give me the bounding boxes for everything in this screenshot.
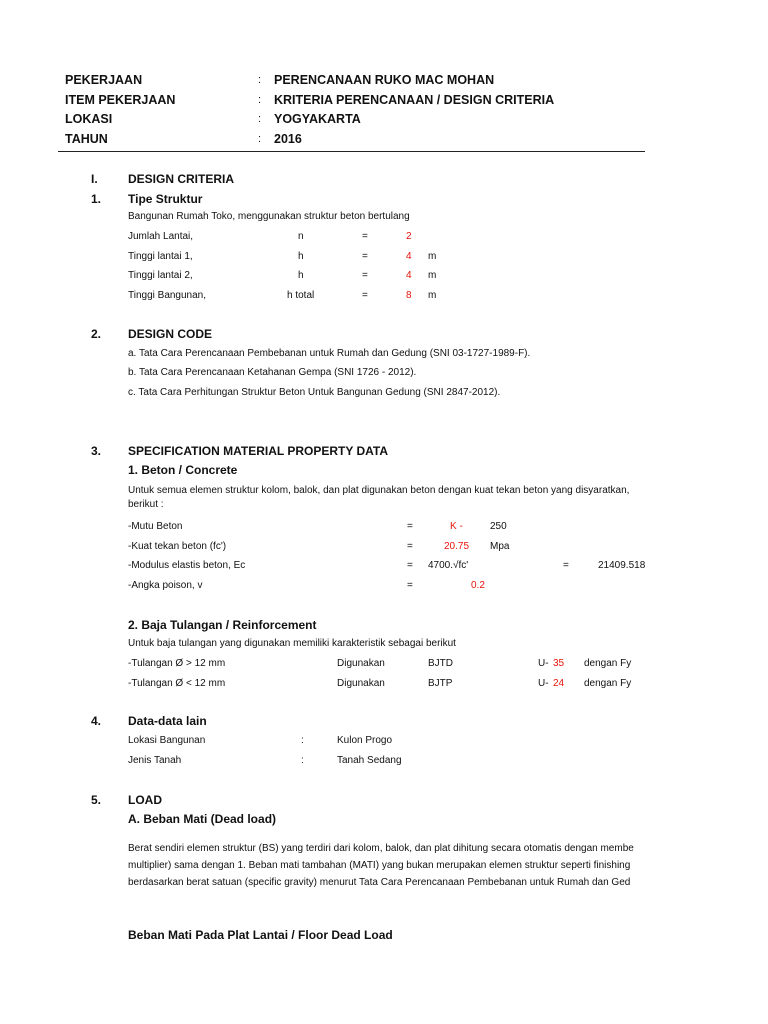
- row-label: -Mutu Beton: [128, 521, 183, 532]
- row-label: -Angka poison, v: [128, 580, 203, 591]
- dead-load-paragraph-line: Berat sendiri elemen struktur (BS) yang terdiri dari kolom, balok, dan plat dihitung secara otomatis dengan membe: [128, 843, 634, 854]
- design-code-item: c. Tata Cara Perhitungan Struktur Beton Untuk Bangunan Gedung (SNI 2847-2012).: [128, 387, 501, 398]
- row-value: 20.75: [444, 541, 470, 552]
- header-value-item: KRITERIA PERENCANAAN / DESIGN CRITERIA: [274, 93, 555, 107]
- row-label: Tinggi Bangunan,: [128, 290, 207, 301]
- row-unit: m: [428, 251, 437, 262]
- header-label-tahun: TAHUN: [65, 132, 108, 146]
- row-label: -Tulangan Ø < 12 mm: [128, 678, 226, 689]
- row-equals-2: =: [563, 560, 569, 571]
- row-label: Lokasi Bangunan: [128, 735, 206, 746]
- subsection-title-baja: 2. Baja Tulangan / Reinforcement: [128, 618, 317, 632]
- row-label: -Tulangan Ø > 12 mm: [128, 658, 226, 669]
- row-unit: m: [428, 270, 437, 281]
- row-fy: dengan Fy: [584, 678, 632, 689]
- row-equals: =: [407, 521, 413, 532]
- header-colon: :: [258, 74, 262, 86]
- row-symbol: h: [298, 251, 304, 262]
- row-unit: Mpa: [490, 541, 510, 552]
- section-number: 3.: [91, 444, 102, 458]
- row-u-value: 35: [553, 658, 565, 669]
- baja-description: Untuk baja tulangan yang digunakan memiliki karakteristik sebagai berikut: [128, 638, 456, 649]
- row-label: -Modulus elastis beton, Ec: [128, 560, 246, 571]
- dead-load-paragraph-line: multiplier) sama dengan 1. Beban mati tambahan (MATI) yang bukan merupakan elemen struktur seperti finishing: [128, 860, 631, 871]
- row-value: 8: [406, 290, 412, 301]
- beton-description-cont: berikut :: [128, 499, 164, 510]
- row-symbol: n: [298, 231, 304, 242]
- row-u: U-: [538, 658, 549, 669]
- row-unit: m: [428, 290, 437, 301]
- row-use: Digunakan: [337, 678, 385, 689]
- header-label-lokasi: LOKASI: [65, 112, 113, 126]
- row-value: 4: [406, 270, 412, 281]
- header-divider: [58, 151, 645, 152]
- row-value: 2: [406, 231, 412, 242]
- subsection-title-tipe-struktur: Tipe Struktur: [128, 192, 203, 206]
- header-label-item: ITEM PEKERJAAN: [65, 93, 176, 107]
- row-value: Tanah Sedang: [337, 755, 402, 766]
- floor-dead-load-title: Beban Mati Pada Plat Lantai / Floor Dead Load: [128, 928, 393, 942]
- row-formula: 4700.√fc': [428, 560, 469, 571]
- header-colon: :: [258, 133, 262, 145]
- row-colon: :: [301, 735, 304, 746]
- row-equals: =: [362, 251, 368, 262]
- subsection-title-dead-load: A. Beban Mati (Dead load): [128, 812, 277, 826]
- design-code-item: a. Tata Cara Perencanaan Pembebanan untuk Rumah dan Gedung (SNI 03-1727-1989-F).: [128, 348, 531, 359]
- row-u: U-: [538, 678, 549, 689]
- row-label: -Kuat tekan beton (fc'): [128, 541, 227, 552]
- row-type: BJTP: [428, 678, 453, 689]
- beton-description: Untuk semua elemen struktur kolom, balok, dan plat digunakan beton dengan kuat tekan beton yang disyaratkan,: [128, 485, 630, 496]
- row-equals: =: [362, 290, 368, 301]
- row-equals: =: [362, 270, 368, 281]
- section-title-design-criteria: DESIGN CRITERIA: [128, 172, 235, 186]
- section-number: 5.: [91, 793, 102, 807]
- row-value: 0.2: [471, 580, 485, 591]
- structure-description: Bangunan Rumah Toko, menggunakan struktur beton bertulang: [128, 211, 410, 222]
- row-label: Jumlah Lantai,: [128, 231, 194, 242]
- section-title-data-lain: Data-data lain: [128, 714, 207, 728]
- row-label: Tinggi lantai 1,: [128, 251, 193, 262]
- row-use: Digunakan: [337, 658, 385, 669]
- row-equals: =: [407, 560, 413, 571]
- section-number: 2.: [91, 327, 102, 341]
- header-colon: :: [258, 94, 262, 106]
- subsection-number: 1.: [91, 192, 102, 206]
- subsection-title-beton: 1. Beton / Concrete: [128, 463, 238, 477]
- row-value: 4: [406, 251, 412, 262]
- row-value-2: 250: [490, 521, 507, 532]
- header-value-tahun: 2016: [274, 132, 302, 146]
- header-value-pekerjaan: PERENCANAAN RUKO MAC MOHAN: [274, 73, 495, 87]
- row-value: Kulon Progo: [337, 735, 393, 746]
- row-equals: =: [407, 580, 413, 591]
- row-fy: dengan Fy: [584, 658, 632, 669]
- header-label-pekerjaan: PEKERJAAN: [65, 73, 143, 87]
- row-label: Jenis Tanah: [128, 755, 182, 766]
- row-type: BJTD: [428, 658, 453, 669]
- row-u-value: 24: [553, 678, 565, 689]
- section-number: I.: [91, 172, 98, 186]
- section-title-design-code: DESIGN CODE: [128, 327, 213, 341]
- header-colon: :: [258, 113, 262, 125]
- row-value: K -: [450, 521, 463, 532]
- dead-load-paragraph-line: berdasarkan berat satuan (specific gravity) menurut Tata Cara Perencanaan Pembebanan untuk Rumah dan Ged: [128, 877, 631, 888]
- row-label: Tinggi lantai 2,: [128, 270, 193, 281]
- row-equals: =: [362, 231, 368, 242]
- section-title-material: SPECIFICATION MATERIAL PROPERTY DATA: [128, 444, 389, 458]
- design-code-item: b. Tata Cara Perencanaan Ketahanan Gempa (SNI 1726 - 2012).: [128, 367, 417, 378]
- row-equals: =: [407, 541, 413, 552]
- row-symbol: h: [298, 270, 304, 281]
- row-value: 21409.518: [598, 560, 645, 571]
- section-title-load: LOAD: [128, 793, 162, 807]
- row-colon: :: [301, 755, 304, 766]
- section-number: 4.: [91, 714, 102, 728]
- row-symbol: h total: [287, 290, 315, 301]
- header-value-lokasi: YOGYAKARTA: [274, 112, 361, 126]
